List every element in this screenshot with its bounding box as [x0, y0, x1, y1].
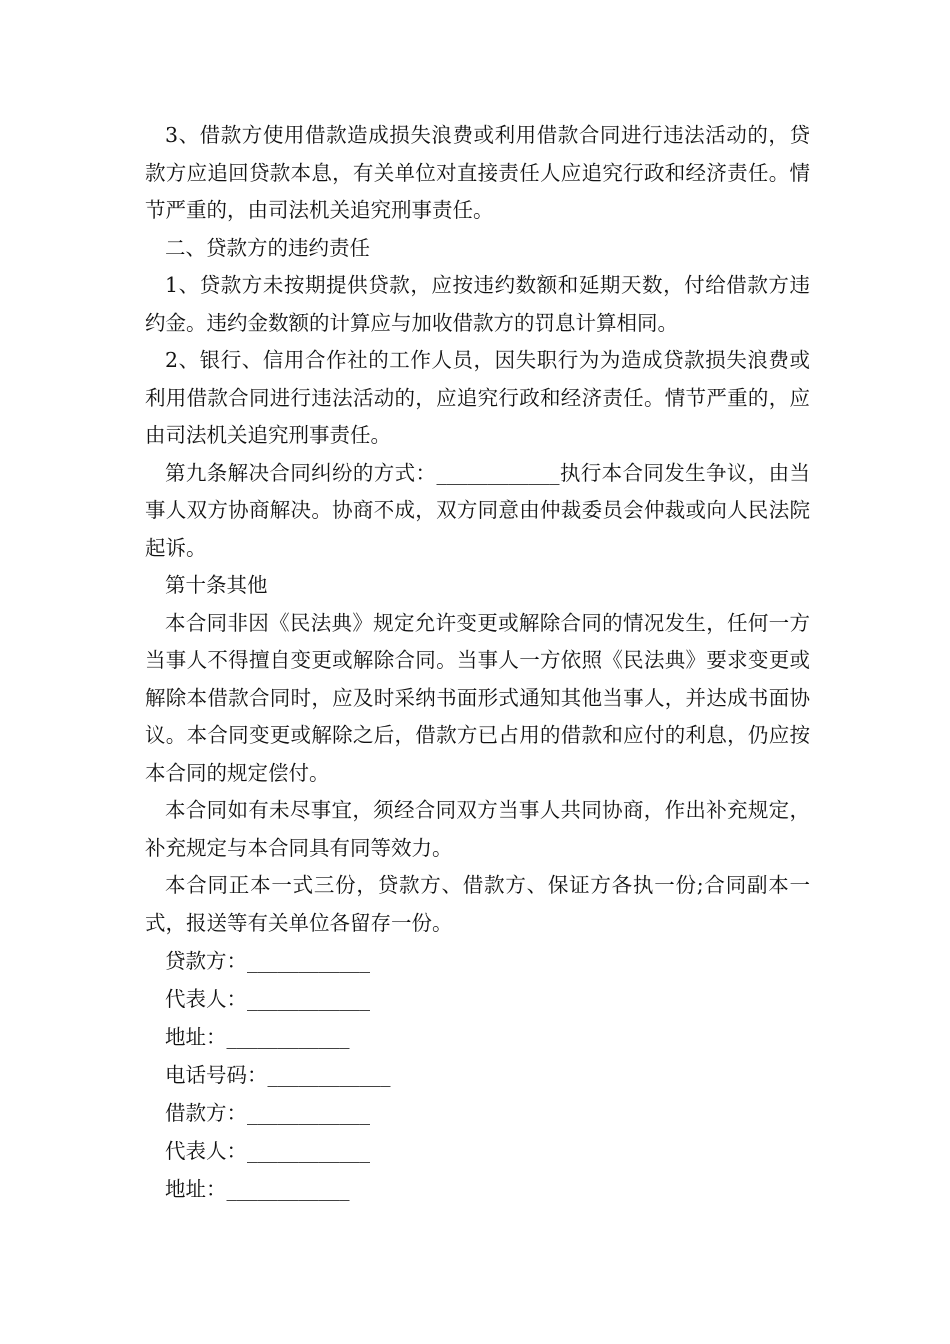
signature-borrower-representative: 代表人：____________ [165, 1139, 370, 1163]
paragraph-modification: 本合同非因《民法典》规定允许变更或解除合同的情况发生，任何一方当事人不得擅自变更或解除合同。当事人一方依照《民法典》要求变更或解除本借款合同时，应及时采纳书面形式通知其他当事人，并达成书面协议。本合同变更或解除之后，借款方已占用的借款和应付的利息，仍应按本合同的规定偿付。 [145, 610, 810, 785]
signature-lender-phone: 电话号码：____________ [165, 1063, 391, 1087]
paragraph-lender-clause-2: 2、银行、信用合作社的工作人员，因失职行为为造成贷款损失浪费或利用借款合同进行违法活动的，应追究行政和经济责任。情节严重的，应由司法机关追究刑事责任。 [145, 348, 810, 447]
section-heading-article-10: 第十条其他 [165, 573, 268, 597]
signature-borrower: 借款方：____________ [165, 1101, 370, 1125]
paragraph-clause-3: 3、借款方使用借款造成损失浪费或利用借款合同进行违法活动的，贷款方应追回贷款本息，有关单位对直接责任人应追究行政和经济责任。情节严重的，由司法机关追究刑事责任。 [145, 123, 810, 222]
document-page [145, 117, 810, 1208]
paragraph-copies: 本合同正本一式三份，贷款方、借款方、保证方各执一份;合同副本一式，报送等有关单位各留存一份。 [145, 873, 810, 935]
signature-block [145, 942, 810, 1208]
section-heading-lender-liability: 二、贷款方的违约责任 [165, 235, 370, 260]
signature-lender-representative: 代表人：____________ [165, 987, 370, 1011]
signature-lender: 贷款方：____________ [165, 949, 370, 973]
signature-lender-address: 地址：____________ [165, 1025, 350, 1049]
paragraph-lender-clause-1: 1、贷款方未按期提供贷款，应按违约数额和延期天数，付给借款方违约金。违约金数额的计算应与加收借款方的罚息计算相同。 [145, 273, 810, 335]
paragraph-supplement: 本合同如有未尽事宜，须经合同双方当事人共同协商，作出补充规定，补充规定与本合同具有同等效力。 [145, 798, 810, 860]
signature-borrower-address: 地址：____________ [165, 1177, 350, 1201]
paragraph-article-9: 第九条解决合同纠纷的方式：____________执行本合同发生争议，由当事人双方协商解决。协商不成，双方同意由仲裁委员会仲裁或向人民法院起诉。 [145, 460, 810, 560]
